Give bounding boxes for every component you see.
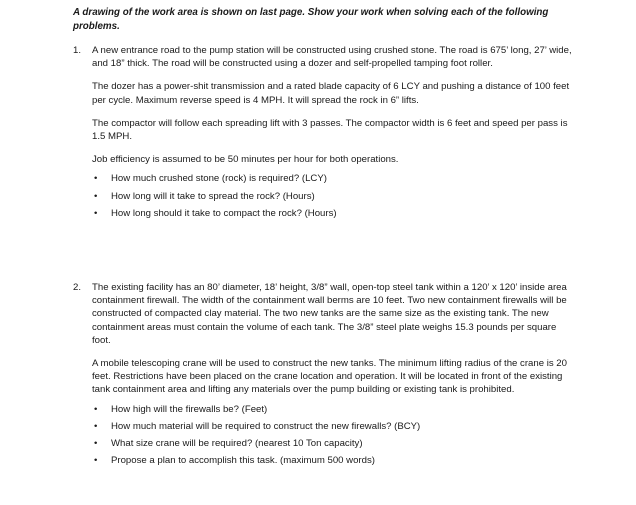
question-item: [92, 207, 573, 224]
problem-2: [73, 281, 573, 471]
problem-2-questions: [92, 403, 573, 472]
problem-2-paragraph-1: The existing facility has an 80’ diameter, 18’ height, 3/8” wall, open-top steel tank within a 120’ x 120’ inside area containment firewall. The width of the containment wall berms are 10 feet. Two new containment firewalls will be constructed of compacted clay material. The two new tanks are the same size as the existing tank. The new containment areas must contain the volume of each tank. The 3/8” steel plate weighs 15.3 pounds per square foot.: [92, 282, 567, 346]
question-item: [92, 172, 573, 189]
question-item: [92, 454, 573, 471]
question-text: What size crane will be required? (nearest 10 Ton capacity): [111, 438, 363, 449]
question-text: How long should it take to compact the rock? (Hours): [111, 207, 337, 219]
bullet-icon: •: [94, 190, 98, 202]
question-text: How long will it take to spread the rock? (Hours): [111, 190, 315, 202]
problem-1-questions: [92, 172, 573, 224]
instructions-heading: A drawing of the work area is shown on last page. Show your work when solving each of the following problems.: [73, 7, 549, 32]
problem-number: 1.: [73, 45, 82, 56]
bullet-icon: •: [94, 455, 98, 467]
problem-1-paragraph-3: The compactor will follow each spreading lift with 3 passes. The compactor width is 6 feet and speed per pass is 1.5 MPH.: [92, 117, 568, 143]
question-item: [92, 190, 573, 207]
problem-1-paragraph-4: Job efficiency is assumed to be 50 minutes per hour for both operations.: [92, 154, 399, 166]
question-text: How much material will be required to construct the new firewalls? (BCY): [111, 420, 421, 432]
problem-2-paragraph-2: A mobile telescoping crane will be used to construct the new tanks. The minimum lifting radius of the crane is 20 feet. Restrictions have been placed on the crane location and operation. It will be located in front of the existing tank containment area and lifting any materials over the pump building or existing tank is prohibited.: [92, 358, 567, 396]
bullet-icon: •: [94, 207, 98, 219]
problem-1-paragraph-1: A new entrance road to the pump station will be constructed using crushed stone. The road is 675’ long, 27’ wide, and 18” thick. The road will be constructed using a dozer and self-propelled tamping foot roller.: [92, 45, 572, 70]
bullet-icon: •: [94, 420, 98, 432]
question-text: How much crushed stone (rock) is required? (LCY): [111, 173, 327, 185]
problem-number: 2.: [73, 282, 82, 293]
question-item: [92, 437, 573, 454]
question-item: [92, 403, 573, 420]
question-text: Propose a plan to accomplish this task. (maximum 500 words): [111, 455, 375, 467]
bullet-icon: •: [94, 173, 98, 185]
question-item: [92, 420, 573, 437]
bullet-icon: •: [94, 438, 98, 449]
problem-1: [73, 44, 573, 224]
question-text: How high will the firewalls be? (Feet): [111, 403, 268, 415]
problem-1-paragraph-2: The dozer has a power-shit transmission and a rated blade capacity of 6 LCY and pushing a distance of 100 feet per cycle. Maximum reverse speed is 4 MPH. It will spread the rock in 6” lifts.: [92, 81, 570, 106]
bullet-icon: •: [94, 403, 98, 415]
